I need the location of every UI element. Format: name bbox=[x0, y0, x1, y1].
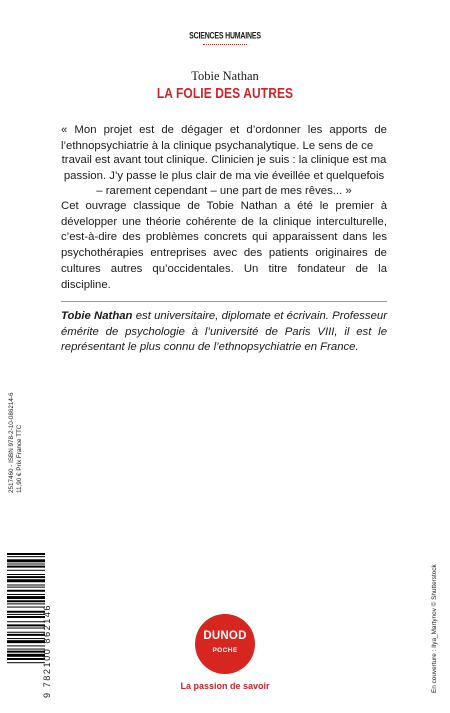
description-text: Cet ouvrage classique de Tobie Nathan a été le premier à développer une théorie cohérente de la clinique interculturelle, c’est-à-dire des problèmes concrets qui apparaissent dans les psychothérapies entreprises avec des patients originaires de cultures autres qu’occidentales. Un titre fondateur de la discipline. bbox=[61, 200, 387, 291]
series-label: SCIENCES HUMAINES bbox=[189, 31, 261, 42]
series-dotted-rule bbox=[203, 44, 247, 45]
isbn-line: 2517460 - ISBN 978-2-10-086214-6 bbox=[8, 392, 15, 493]
section-divider bbox=[61, 301, 387, 302]
barcode-icon bbox=[7, 553, 45, 699]
publisher-name: DUNOD bbox=[203, 630, 247, 642]
quote-text-centered: travail est avant tout clinique. Clinicien je suis : la clinique est ma passion. J’y passe le plus clair de ma vie éveillée et quelquefois – rarement cependant – une part de mes rêves... » bbox=[61, 154, 387, 198]
description-paragraph bbox=[61, 199, 387, 293]
publisher-tagline: La passion de savoir bbox=[180, 681, 270, 691]
quote-paragraph-justified bbox=[61, 123, 387, 154]
bio-text: est universitaire, diplomate et écrivain. Professeur émérite de psychologie à l’université de Paris VIII, il est le représentant le plus connu de l’ethnopsychiatrie en France. bbox=[61, 310, 387, 354]
barcode-digits: 9 782100 862146 bbox=[42, 603, 52, 698]
isbn-price-block bbox=[8, 393, 24, 493]
author-name: Tobie Nathan bbox=[191, 69, 259, 83]
publisher-imprint: POCHE bbox=[212, 647, 238, 654]
publisher-logo bbox=[195, 614, 255, 674]
book-title: LA FOLIE DES AUTRES bbox=[156, 84, 294, 102]
cover-credit: En couverture : Ilya_Martynov © Shutterstock bbox=[431, 564, 438, 693]
price-line: 11,90 € Prix France TTC bbox=[16, 424, 23, 493]
author-bio bbox=[61, 309, 387, 356]
bio-author-name: Tobie Nathan bbox=[61, 310, 133, 322]
quote-paragraph-centered bbox=[61, 153, 387, 200]
quote-text-justified: « Mon projet est de dégager et d’ordonner les apports de l’ethnopsychiatrie à la clinique psychanalytique. Le sens de ce bbox=[61, 124, 387, 152]
